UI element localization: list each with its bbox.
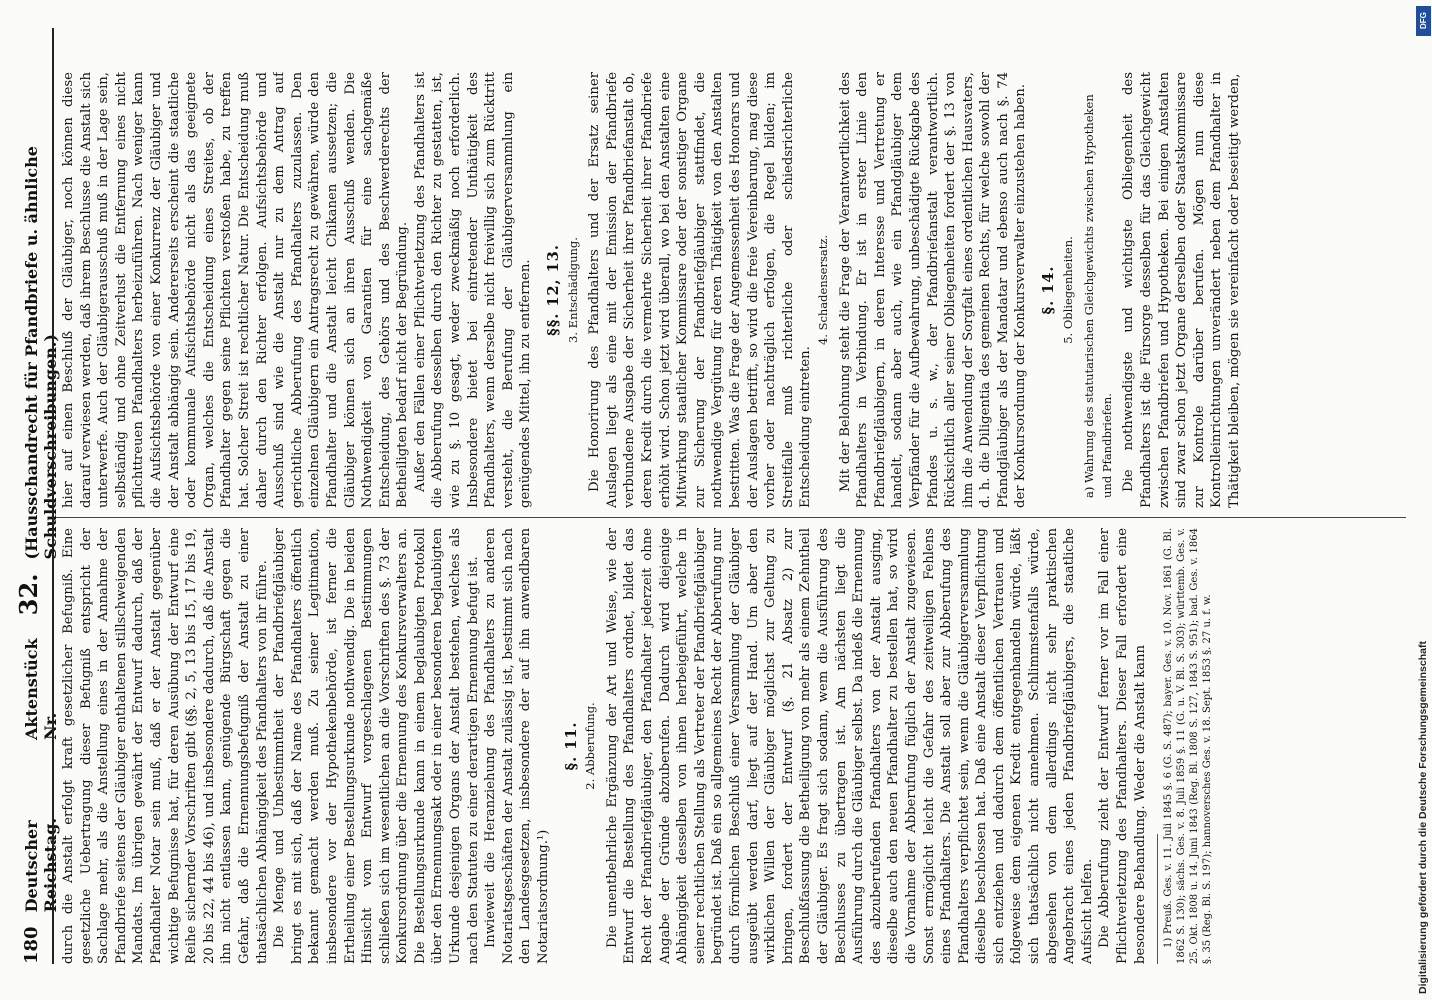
column-divider xyxy=(56,517,1406,518)
subhead-obliegenheiten: 5. Obliegenheiten. xyxy=(1060,236,1075,344)
header-number: 32. xyxy=(14,573,43,616)
digitization-credit-text: Digitalisierung gefördert durch die Deutsche Forschungsgemeinschaft xyxy=(1417,641,1429,994)
page-header xyxy=(14,28,60,964)
subhead-abberufung: 2. Abberufung. xyxy=(583,702,598,790)
paragraph: Außer den Fällen einer Pflichtverletzung des Pfandhalters ist die Abberufung desselben durch den Richter zu gestatten, ist, wie zu §. 10 gesagt, weder zweckmäßig noch erforderlich. Insbesondere bietet bei eintretender Unthätigkeit des Pfandhalters, wenn derselbe nicht freiwillig sich zum Rücktritt versteht, die Berufung der Gläubigerversammlung ein genügendes Mittel, ihn zu entfernen. xyxy=(412,72,534,508)
page-number: 180 xyxy=(21,926,42,964)
dfg-logo: DFG xyxy=(1416,6,1431,36)
section-title-14: §. 14. xyxy=(1040,265,1058,315)
paragraph: Die Menge und Unbestimmtheit der Pfandbriefgläubiger bringt es mit sich, daß der Name des Pfandhalters öffentlich bekannt gemacht werden muß. Zu seiner Legitimation, insbesondere vor der Hypothekenbehörde, ist ferner die Ertheilung einer Bestellungsurkunde nothwendig. Die in beiden Hinsicht vom Entwurf vorgeschlagenen Bestimmungen schließen sich im wesentlichen an die Vorschriften des §. 73 der Konkursordnung über die Ernennung des Konkursverwalters an. Die Bestellungsurkunde kann in einem beglaubigten Protokoll über den Ernennungsakt oder in einer besonderen beglaubigten Urkunde desjenigen Organs der Anstalt bestehen, welches als nach den Statuten zu einer derartigen Ernennung befugt ist. xyxy=(272,528,481,964)
left-column xyxy=(60,528,1402,964)
paragraph: Die Honorirung des Pfandhalters und der Ersatz seiner Auslagen liegt als eine mit der Emission der Pfandbriefe verbundene Ausgabe der Sicherheit ihrer Pfandbriefanstalt ob, deren Kredit durch die vermehrte Sicherheit ihrer Pfandbriefe erhöht wird. Schon jetzt wird überall, wo bei den Anstalten eine Mitwirkung staatlicher Kommissare oder der sonstiger Organe zur Sicherung der Pfandbriefgläubiger stattfindet, die nothwendige Vergütung für deren Thätigkeit von den Anstalten bestritten. Was die Frage der Angemessenheit des Honorars und der Auslagen betrifft, so wird die freie Vereinbarung, mag diese vorher oder nachträglich erfolgen, die Regel bilden; im Streitfalle muß richterliche oder schiedsrichterliche Entscheidung eintreten. xyxy=(587,72,814,508)
section-title-12-13: §§. 12, 13. xyxy=(545,244,563,336)
section-title-11: §. 11. xyxy=(562,721,580,771)
header-rule xyxy=(52,28,54,964)
header-subtitle: (Hausschandrecht für Pfandbriefe u. ähnliche Schuldverschreibungen.) xyxy=(22,146,60,560)
subhead-schadensersatz: 4. Schadensersatz. xyxy=(815,234,830,346)
header-section: Deutscher Reichstag. xyxy=(22,817,60,913)
footnote-rule xyxy=(1157,834,1158,964)
header-doc: Aktenstück Nr. xyxy=(22,638,60,740)
paragraph: hier auf einen Beschluß der Gläubiger, noch können diese darauf verwiesen werden, daß ihrem Beschlusse die Anstalt sich unterwerfe. Auch der Gläubigerausschuß muß in der Lage sein, selbständig und ohne Zeitverlust die Entfernung eines nicht pflichttreuen Pfandhalters herbeizuführen. Nach weniger kann die Aufsichtsbehörde von einer Konkurrenz der Gläubiger und der Anstalt abhängig sein. Andererseits erscheint die staatliche oder kommunale Aufsichtsbehörde nicht als das geeignete Organ, welches die Entscheidung eines Streites, ob der Pfandhalter gegen seine Pflichten verstoßen habe, zu treffen hat. Solcher Streit ist rechtlicher Natur. Die Entscheidung muß daher durch den Richter erfolgen. Aufsichtsbehörde und Ausschuß sind wie die Anstalt nur zu dem Antrag auf gerichtliche Abberufung des Pfandhalters zuzulassen. Den einzelnen Gläubigern ein Antragsrecht zu gewähren, würde den Pfandhalter und die Anstalt leicht Chikanen aussetzen; die Gläubiger können sich an ihren Ausschuß wenden. Die Nothwendigkeit von Garantien für eine sachgemäße Entscheidung, des Gehörs und des Beschwerderechts der Betheiligten bedarf nicht der Begründung. xyxy=(61,72,411,508)
right-column xyxy=(60,72,1402,508)
paragraph: durch die Anstalt erfolgt kraft gesetzlicher Befugniß. Eine gesetzliche Uebertragung dieser Befugniß entspricht der Sachlage mehr, als die Anstellung eines in der Annahme der Pfandbriefe seitens der Gläubiger enthaltenen stillschweigenden Mandats. Im übrigen gewährt der Entwurf dadurch, daß der Pfandhalter Notar sein muß, daß er der Anstalt gegenüber wichtige Befugnisse hat, für deren Ausübung der Entwurf eine Reihe sichernder Vorschriften gibt (§§. 2, 5, 13 bis 15, 17 bis 19, 20 bis 22, 44 bis 46), und insbesondere dadurch, daß die Anstalt ihn nicht entlassen kann, genügende Bürgschaft gegen die Gefahr, daß die Ernennungsbefugniß der Anstalt zu einer thatsächlichen Abhängigkeit des Pfandhalters von ihr führe. xyxy=(61,528,270,964)
paragraph: Die unentbehrliche Ergänzung der Art und Weise, wie der Entwurf die Bestellung des Pfandhalters ordnet, bildet das Recht der Pfandbriefgläubiger, den Pfandhalter jederzeit ohne Angabe der Gründe abzuberufen. Dadurch wird diejenige Abhängigkeit desselben von ihnen herbeigeführt, welche in seiner rechtlichen Stellung als Vertreter der Pfandbriefgläubiger begründet ist. Daß ein so allgemeines Recht der Abberufung nur durch förmlichen Beschluß einer Versammlung der Gläubiger ausgeübt werden darf, liegt auf der Hand. Um aber den wirklichen Willen der Gläubiger möglichst zur Geltung zu bringen, fordert der Entwurf (§. 21 Absatz 2) zur Beschlußfassung die Betheiligung von mehr als einem Zehntheil der Gläubiger. Es fragt sich sodann, wem die Ausführung des Beschlusses zu übertragen ist. Am nächsten liegt die Ausführung durch die Gläubiger selbst. Da indeß die Ernennung des abzuberufenden Pfandhalters von der Anstalt ausging, dieselbe auch den neuen Pfandhalter zu bestellen hat, so wird die Vornahme der Abberufung füglich der Anstalt zugewiesen. Sonst ermöglicht leicht die Gefahr des zeitweiligen Fehlens eines Pfandhalters. Die Anstalt soll aber zur Abberufung des Pfandhalters verpflichtet sein, wenn die Gläubigerversammlung dieselbe beschlossen hat. Daß eine Anstalt dieser Verpflichtung sich entziehen und dadurch dem öffentlichen Vertrauen und folgeweise dem eigenen Kredit entgegenhandeln würde, läßt sich thatsächlich nicht annehmen. Schlimmstenfalls würde, abgesehen von dem allerdings nicht sehr praktischen Angebracht eines jeden Pfandbriefgläubigers, die staatliche Aufsicht helfen. xyxy=(604,528,1095,964)
paragraph: Die Abberufung zieht der Entwurf ferner vor im Fall einer Pflichtverletzung des Pfandhalters. Dieser Fall erfordert eine besondere Behandlung. Weder die Anstalt kann xyxy=(1097,528,1148,964)
footnote: 1) Preuß. Ges. v. 11. Juli 1845 §. 6 (G. S. 487); bayer. Ges. v. 10. Nov. 1861 (G. Bl. 1862 S. 130); sächs. Ges. v. 8. Juli 1859 §. 11 (G. u. V. Bl. S. 303); württemb. Ges. v. 25. Okt. 1808 u. 14. Juni 1843 (Reg. Bl. 1808 S. 127, 1843 S. 951); bad. Ges. v. 1864 §. 35 (Reg. Bl. S. 197); hannoversches Ges. v. 18. Sept. 1853 §. 27 u. f. w. xyxy=(1163,528,1214,964)
subhead-a: a) Wahrung des statutarischen Gleichgewichts zwischen Hypotheken und Pfandbriefen. xyxy=(1082,94,1114,498)
paragraph: Mit der Belohnung steht die Frage der Verantwortlichkeit des Pfandhalters in Verbindung. Er ist in erster Linie den Pfandbriefgläubigern, in deren Interesse und Vertretung er handelt, sodann aber auch, wie ein Pfandgläubiger dem Verpfänder für die Aufbewahrung, unbeschädigte Rückgabe des Pfandes u. s. w., der Pfandbriefanstalt verantwortlich. Rücksichtlich aller seiner Obliegenheiten fordert der §. 13 von ihm die Anwendung der Sorgfalt eines ordentlichen Hausvaters, d. h. die Diligentia des gemeinen Rechts, für welche sowohl der Pfandgläubiger als der Mandatar und ebenso auch nach §. 74 der Konkursordnung der Konkursverwalter einzustehen haben. xyxy=(837,72,1029,508)
digitization-credit xyxy=(1414,0,1432,1000)
paragraph: Inwieweit die Heranziehung des Pfandhalters zu anderen Notariatsgeschäften der Anstalt zulässig ist, bestimmt sich nach den Landesgesetzen, insbesondere der auf ihn anwendbaren Notariatsordnung.¹) xyxy=(483,528,552,964)
subhead-entschaedigung: 3. Entschädigung. xyxy=(565,237,580,343)
paragraph: Die nothwendigste und wichtigste Obliegenheit des Pfandhalters ist die Fürsorge desselben für das Gleichgewicht zwischen Pfandbriefen und Hypotheken. Bei einigen Anstalten sind zwar schon jetzt Organe derselben oder Staatskommissare zur Kontrole darüber berufen. Mögen nun diese Kontrolleinrichtungen unverändert neben dem Pfandhalter in Thätigkeit bleiben, mögen sie vereinfacht oder beseitigt werden, xyxy=(1121,72,1242,508)
